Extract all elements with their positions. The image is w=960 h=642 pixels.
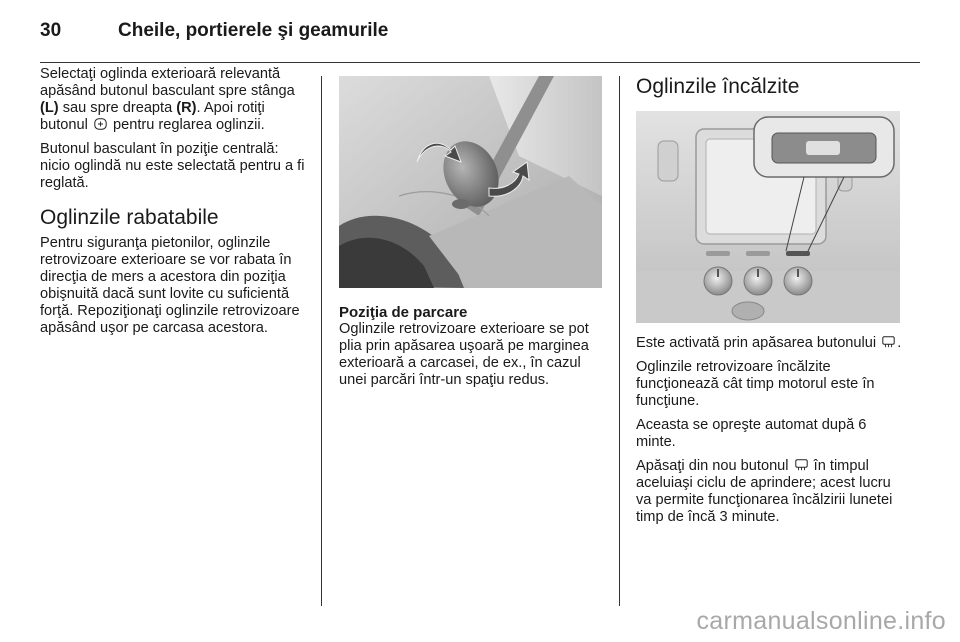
mirror-select-paragraph: Selectaţi oglinda exterioară relevantă apăsând butonul basculant spre stânga (L) sau spre dreapta (R). Apoi rotiţi butonul pentru reglarea oglinzii.: [40, 66, 295, 133]
center-position-paragraph: Butonul basculant în poziţie centrală: nicio oglindă nu este selectată pentru a fi reglată.: [40, 141, 305, 191]
section-heading-heated-mirrors: Oglinzile încălzite: [636, 75, 800, 98]
header-rule: [40, 62, 920, 63]
section-heading-folding-mirrors: Oglinzile rabatabile: [40, 206, 219, 229]
page-header: [40, 20, 388, 50]
mirror-folding-illustration: [339, 76, 602, 288]
rear-window-heating-icon-2: [795, 459, 808, 471]
column-3: [636, 335, 902, 533]
column-1: [40, 66, 306, 344]
auto-off-paragraph: Aceasta se opreşte automat după 6 minte.: [636, 417, 867, 450]
repeat-press-paragraph: Apăsaţi din nou butonul în timpul aceluiaşi ciclu de aprindere; acest lucru va permite funcţionarea încălzirii lunetei timp de încă 3 minute.: [636, 458, 893, 525]
page-number: 30: [40, 20, 62, 41]
watermark: carmanualsonline.info: [696, 607, 946, 635]
mirror-adjust-icon: [94, 118, 107, 130]
subheading-parking-position: Poziţia de parcare: [339, 304, 468, 321]
dashboard-heated-mirror-illustration: [636, 111, 900, 323]
column-3-heading-wrap: [636, 66, 902, 104]
column-2: [339, 304, 603, 396]
parking-position-paragraph: Oglinzile retrovizoare exterioare se pot plia prin apăsarea uşoară pe marginea exterioară a carcasei, de ex., în cazul unei parcări într-un spaţiu redus.: [339, 321, 589, 388]
chapter-title: Cheile, portierele şi geamurile: [118, 20, 389, 41]
rear-window-heating-icon: [882, 336, 895, 348]
heated-mirror-activation-paragraph: Este activată prin apăsarea butonului .: [636, 335, 902, 351]
column-divider-2: [619, 76, 620, 606]
heated-mirror-operation-paragraph: Oglinzile retrovizoare încălzite funcţionează cât timp motorul este în funcţiune.: [636, 359, 875, 409]
folding-mirrors-paragraph: Pentru siguranţa pietonilor, oglinzile retrovizoare exterioare se vor rabata în direcţia de mers a acestora din poziţia obişnuită dacă sunt lovite cu suficientă forţă. Repoziţionaţi oglinzile retrovizoare apăsând uşor pe carcasa acestora.: [40, 235, 300, 336]
column-divider-1: [321, 76, 322, 606]
